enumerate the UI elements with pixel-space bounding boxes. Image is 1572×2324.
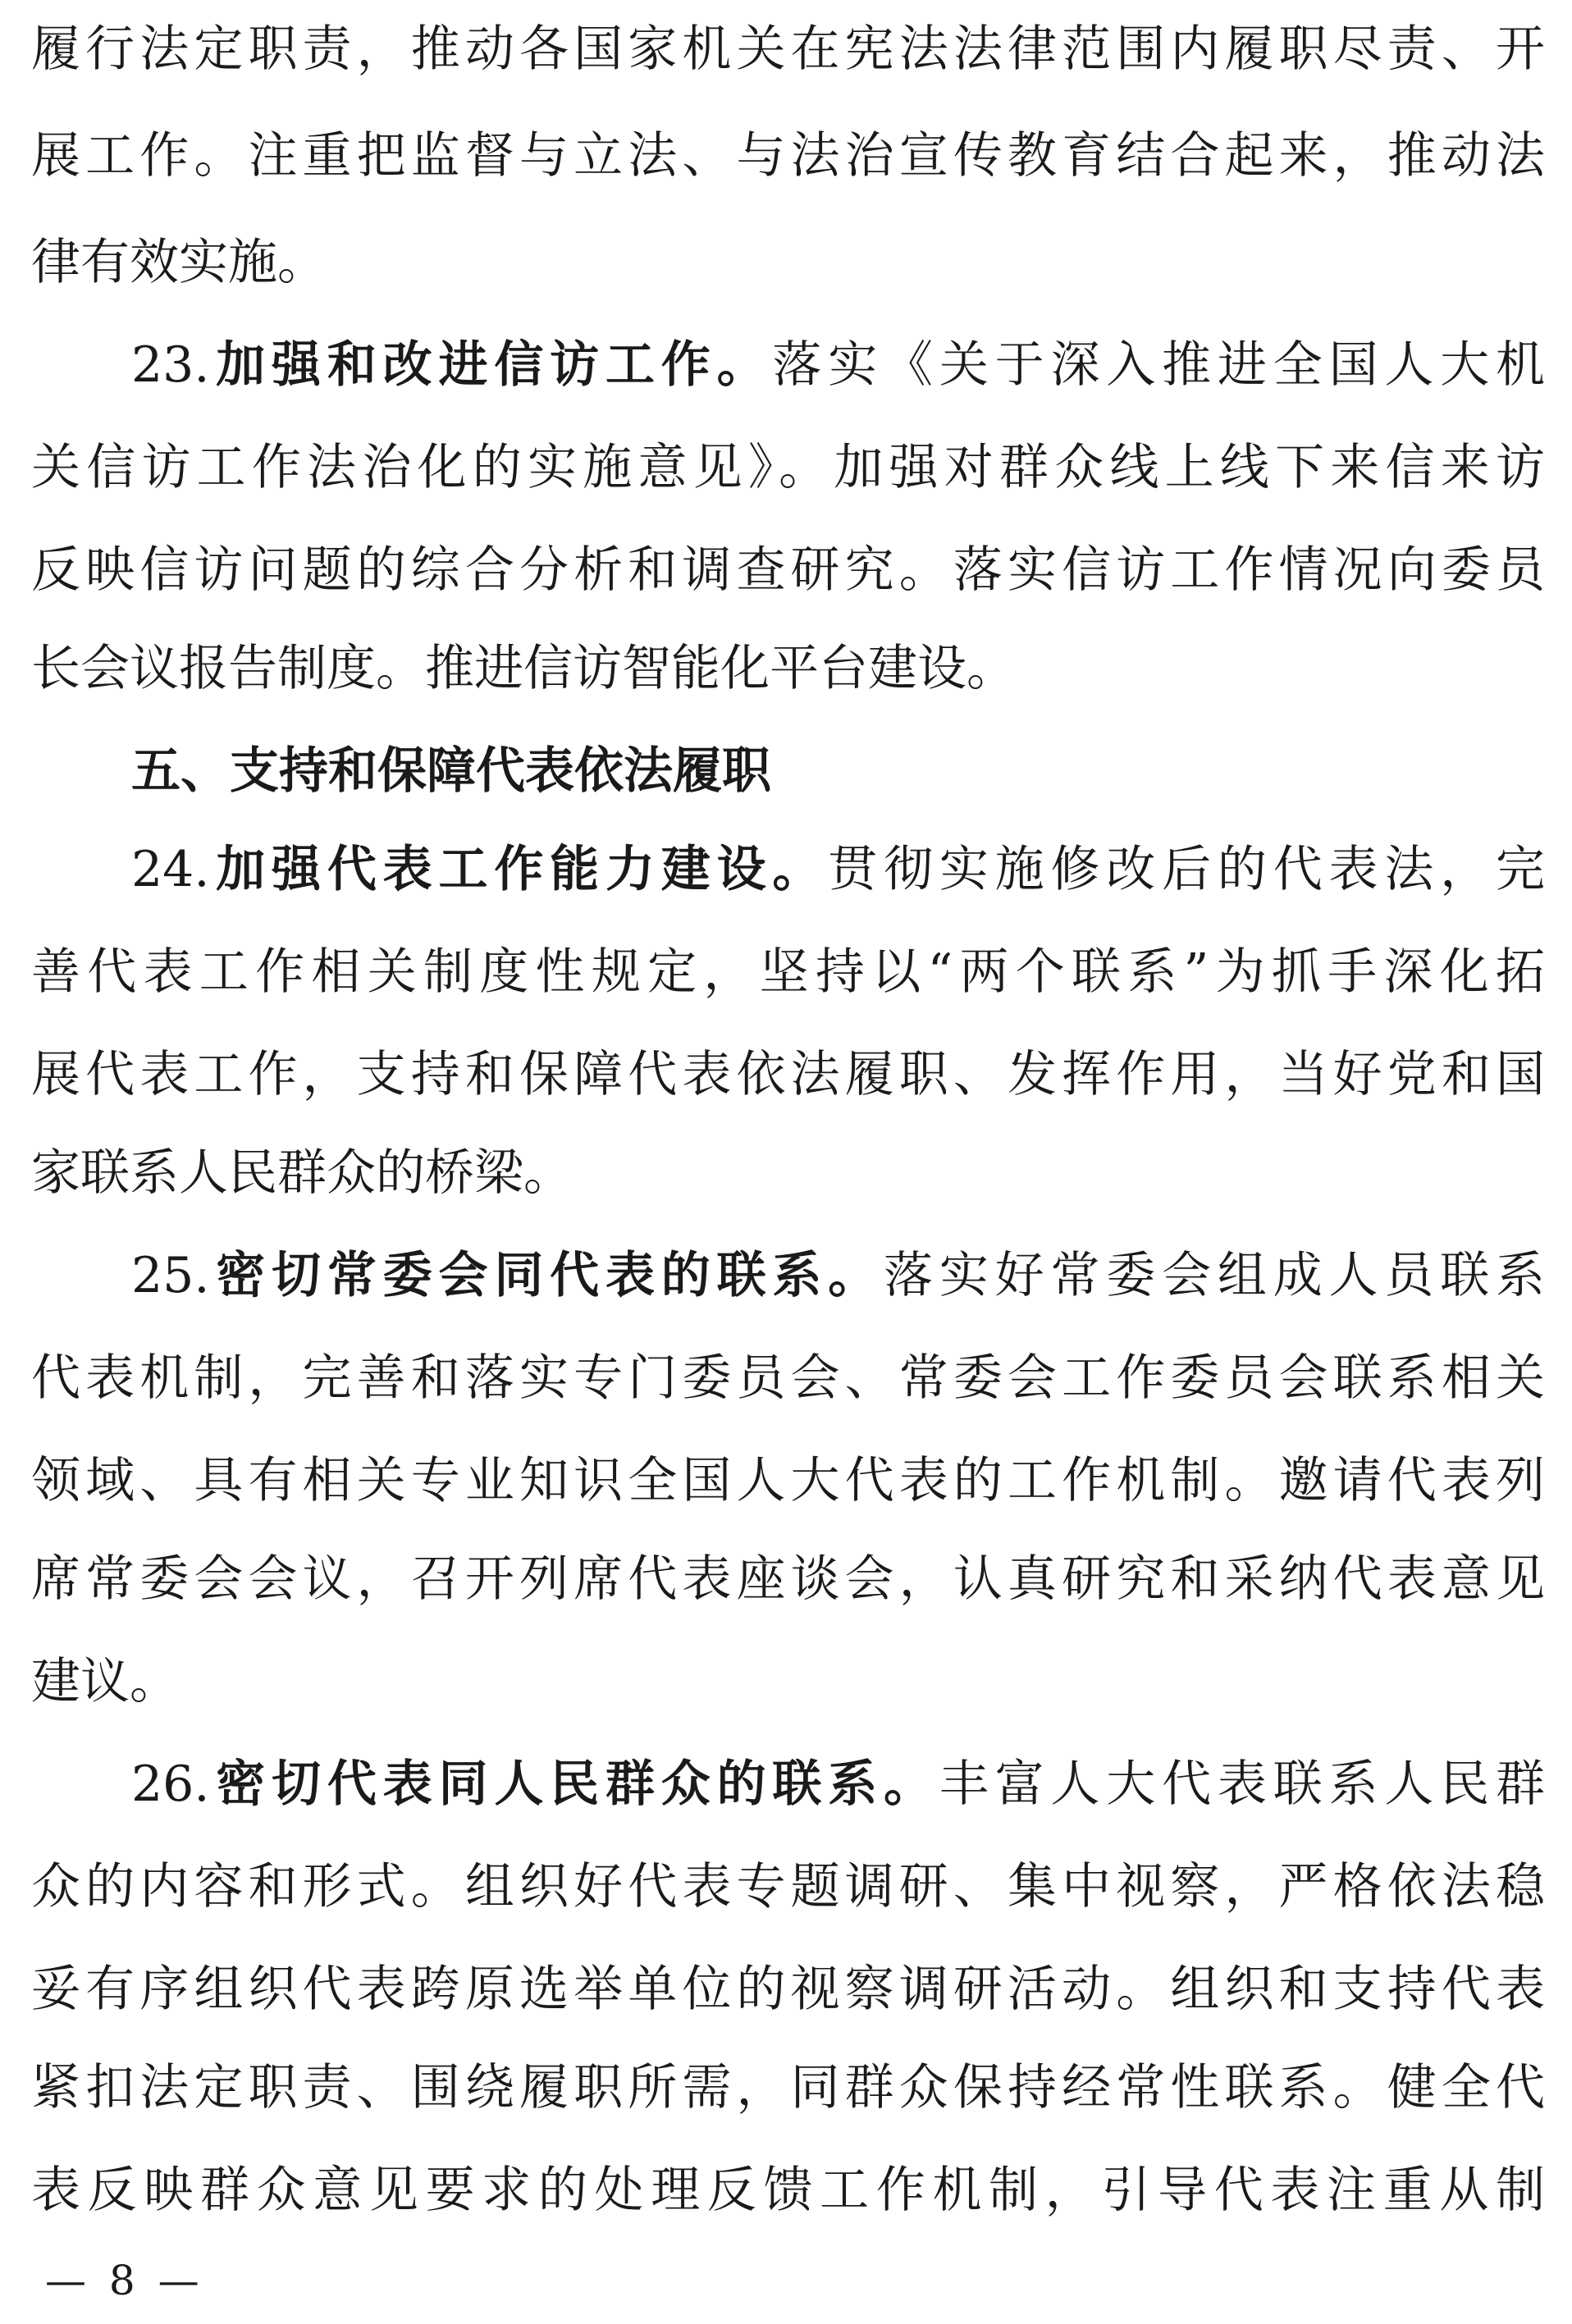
paragraph-24-line-4: 家联系人民群众的桥梁。	[31, 1144, 573, 1202]
section-heading: 五、支持和保障代表依法履职	[131, 742, 771, 800]
page-number: — 8 —	[45, 2257, 204, 2304]
paragraph-24-lead: 加强代表工作能力建设。	[209, 841, 829, 898]
paragraph-26-line-5: 表反映群众意见要求的处理反馈工作机制，引导代表注重从制	[31, 2162, 1545, 2219]
paragraph-24-line-2: 善代表工作相关制度性规定，坚持以“两个联系”为抓手深化拓	[31, 943, 1545, 1001]
paragraph-25-line-4: 席常委会会议，召开列席代表座谈会，认真研究和采纳代表意见	[31, 1550, 1545, 1608]
item-number-24: 24.	[131, 841, 210, 898]
paragraph-23-line-2: 关信访工作法治化的实施意见》。加强对群众线上线下来信来访	[31, 439, 1545, 496]
paragraph-23-line-4: 长会议报告制度。推进信访智能化平台建设。	[31, 640, 1016, 697]
paragraph-25-line-2: 代表机制，完善和落实专门委员会、常委会工作委员会联系相关	[31, 1349, 1545, 1407]
paragraph-26-line-4: 紧扣法定职责、围绕履职所需，同群众保持经常性联系。健全代	[31, 2059, 1545, 2116]
paragraph-22-line-2: 展工作。注重把监督与立法、与法治宣传教育结合起来，推动法	[31, 127, 1545, 185]
item-number-26: 26.	[131, 1756, 210, 1813]
paragraph-26-line-1-text: 丰富人大代表联系人民群	[939, 1756, 1545, 1813]
paragraph-24-line-1-text: 贯彻实施修改后的代表法，完	[828, 841, 1545, 898]
paragraph-26-line-3: 妥有序组织代表跨原选举单位的视察调研活动。组织和支持代表	[31, 1961, 1545, 2018]
item-number-25: 25.	[131, 1247, 210, 1304]
paragraph-22-line-1: 履行法定职责，推动各国家机关在宪法法律范围内履职尽责、开	[31, 21, 1545, 78]
paragraph-24-line-3: 展代表工作，支持和保障代表依法履职、发挥作用，当好党和国	[31, 1046, 1545, 1103]
paragraph-25-lead: 密切常委会同代表的联系。	[209, 1247, 884, 1304]
paragraph-26-line-1	[131, 1735, 1545, 1833]
paragraph-22-line-3: 律有效实施。	[31, 234, 327, 291]
paragraph-25-line-1-text: 落实好常委会组成人员联系	[884, 1247, 1545, 1304]
paragraph-24-line-1	[131, 820, 1545, 919]
paragraph-25-line-5: 建议。	[31, 1653, 179, 1710]
paragraph-25-line-1	[131, 1226, 1545, 1325]
paragraph-23-line-1	[131, 316, 1545, 414]
paragraph-23-lead: 加强和改进信访工作。	[209, 336, 773, 394]
paragraph-23-line-3: 反映信访问题的综合分析和调查研究。落实信访工作情况向委员	[31, 541, 1545, 599]
paragraph-25-line-3: 领域、具有相关专业知识全国人大代表的工作机制。邀请代表列	[31, 1452, 1545, 1509]
item-number-23: 23.	[131, 336, 210, 394]
paragraph-26-lead: 密切代表同人民群众的联系。	[209, 1756, 939, 1813]
paragraph-23-line-1-text: 落实《关于深入推进全国人大机	[772, 336, 1545, 394]
paragraph-26-line-2: 众的内容和形式。组织好代表专题调研、集中视察，严格依法稳	[31, 1858, 1545, 1915]
